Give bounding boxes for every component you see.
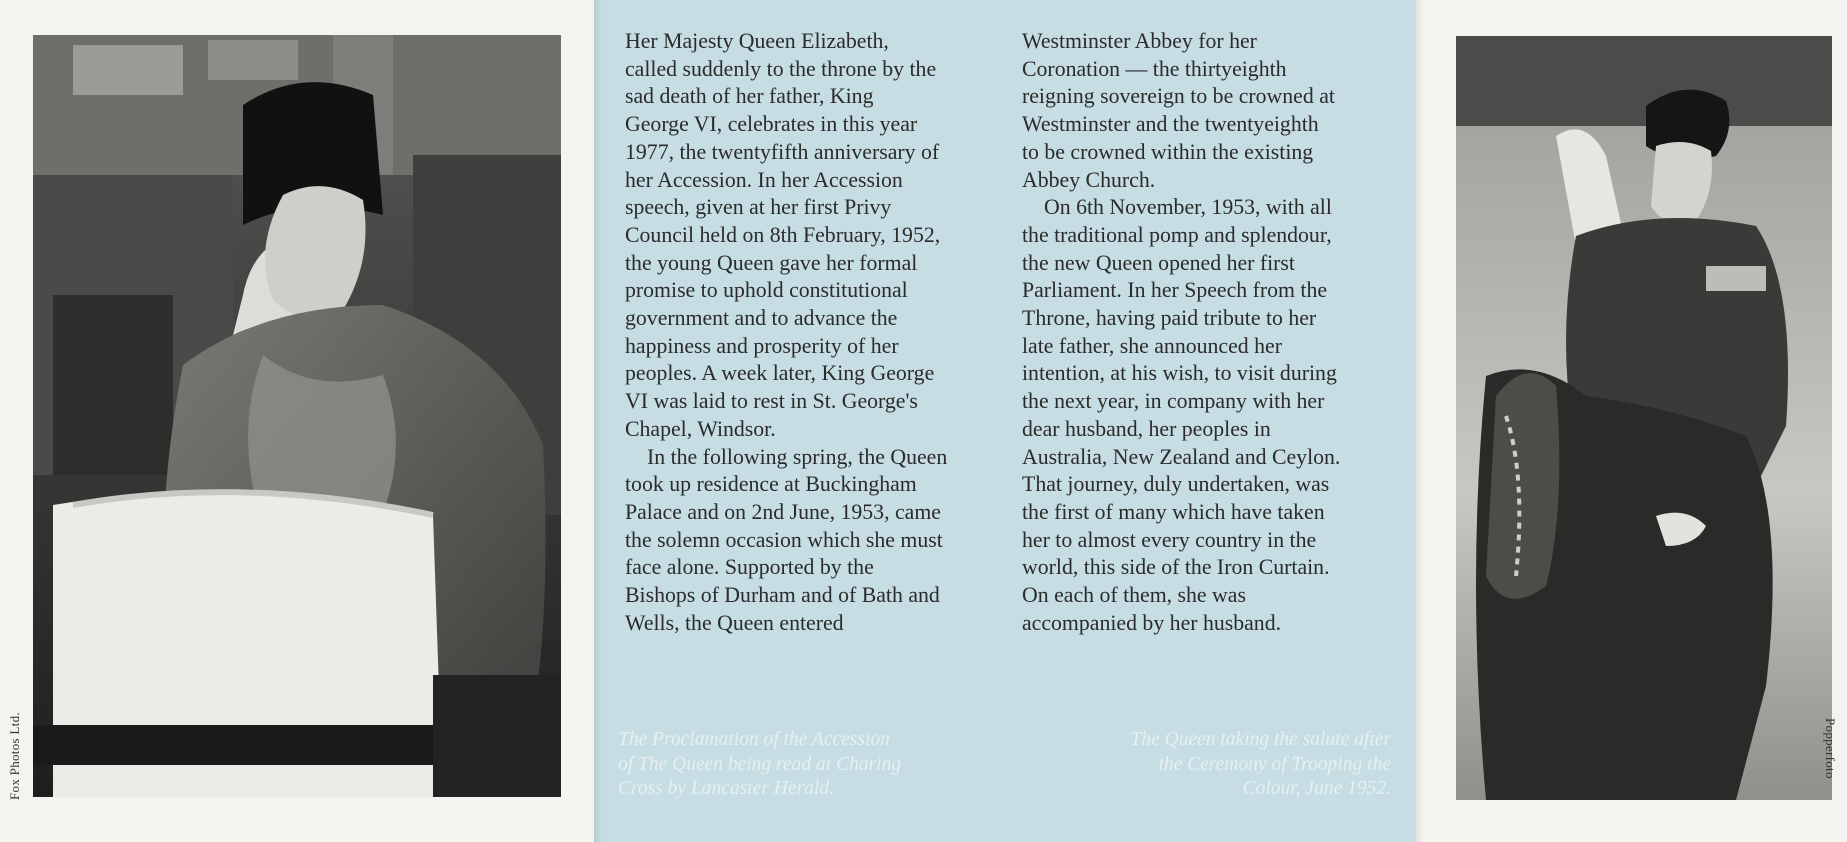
- text-line: Bishops of Durham and of Bath and: [625, 583, 940, 608]
- text-line: VI was laid to rest in St. George's: [625, 389, 918, 414]
- text-line: Westminster Abbey for her: [1022, 29, 1257, 53]
- herald-reading-proclamation-photo: [33, 35, 561, 797]
- text-line: dear husband, her peoples in: [1022, 416, 1271, 441]
- text-line: accompanied by her husband.: [1022, 610, 1282, 635]
- text-line: Throne, having paid tribute to her: [1022, 306, 1317, 331]
- text-line: Coronation — the thirtyeighth: [1022, 56, 1287, 81]
- caption-line: the Ceremony of Trooping the: [1158, 753, 1391, 775]
- gutter-shadow-left: [594, 0, 602, 842]
- text-line: the solemn occasion which she must: [625, 527, 943, 552]
- text-line: Wells, the Queen entered: [625, 610, 844, 635]
- text-line: her Accession. In her Accession: [625, 167, 903, 192]
- queen-on-horseback-saluting-photo: [1456, 36, 1832, 800]
- text-line: the young Queen gave her formal: [625, 250, 918, 275]
- caption-line: of The Queen being read at Charing: [618, 753, 902, 775]
- body-text-column-2: [1022, 28, 1402, 637]
- body-text-column-1: [625, 28, 1005, 637]
- photo-credit-right: Popperfoto: [1823, 718, 1838, 779]
- text-line: In the following spring, the Queen: [647, 444, 948, 469]
- text-line: George VI, celebrates in this year: [625, 112, 918, 137]
- text-line: 1977, the twentyfifth anniversary of: [625, 139, 940, 164]
- text-line: On 6th November, 1953, with all: [1044, 195, 1332, 220]
- text-line: sad death of her father, King: [625, 84, 874, 109]
- text-line: the new Queen opened her first: [1022, 250, 1295, 275]
- herald-photo-illustration: [33, 35, 561, 797]
- caption-line: Colour, June 1952.: [1242, 778, 1391, 799]
- text-line: took up residence at Buckingham: [625, 472, 917, 497]
- paragraph: [1022, 28, 1402, 194]
- text-line: her to almost every country in the: [1022, 527, 1317, 552]
- text-line: Australia, New Zealand and Ceylon.: [1022, 444, 1341, 469]
- caption-line: Cross by Lancaster Herald.: [618, 778, 834, 799]
- text-line: Palace and on 2nd June, 1953, came: [625, 499, 941, 524]
- queen-photo-illustration: [1456, 36, 1832, 800]
- paragraph: [625, 444, 1005, 638]
- text-line: the first of many which have taken: [1022, 499, 1325, 524]
- text-line: Her Majesty Queen Elizabeth,: [625, 29, 889, 53]
- text-line: world, this side of the Iron Curtain.: [1022, 555, 1330, 580]
- text-line: reigning sovereign to be crowned at: [1022, 84, 1335, 109]
- paragraph: [1022, 194, 1402, 637]
- text-line: Abbey Church.: [1022, 167, 1156, 192]
- text-line: speech, given at her first Privy: [625, 195, 892, 220]
- text-line: That journey, duly undertaken, was: [1022, 472, 1330, 497]
- caption-right-photo: [1011, 728, 1391, 802]
- text-line: the traditional pomp and splendour,: [1022, 222, 1332, 247]
- text-line: peoples. A week later, King George: [625, 361, 935, 386]
- text-line: Chapel, Windsor.: [625, 416, 776, 441]
- text-line: face alone. Supported by the: [625, 555, 874, 580]
- text-line: Council held on 8th February, 1952,: [625, 222, 941, 247]
- gutter-shadow-right: [1416, 0, 1424, 842]
- photo-credit-left: Fox Photos Ltd.: [7, 712, 22, 800]
- text-line: intention, at his wish, to visit during: [1022, 361, 1337, 386]
- text-line: happiness and prosperity of her: [625, 333, 899, 358]
- caption-line: The Proclamation of the Accession: [618, 729, 890, 750]
- text-line: Parliament. In her Speech from the: [1022, 278, 1328, 303]
- text-line: Westminster and the twentyeighth: [1022, 112, 1319, 137]
- text-line: the next year, in company with her: [1022, 389, 1325, 414]
- text-line: called suddenly to the throne by the: [625, 56, 937, 81]
- text-line: late father, she announced her: [1022, 333, 1282, 358]
- text-line: to be crowned within the existing: [1022, 139, 1314, 164]
- text-line: On each of them, she was: [1022, 583, 1246, 608]
- paragraph: [625, 28, 1005, 444]
- text-line: promise to uphold constitutional: [625, 278, 908, 303]
- caption-left-photo: [618, 728, 998, 802]
- caption-line: The Queen taking the salute after: [1130, 729, 1391, 750]
- text-line: government and to advance the: [625, 306, 898, 331]
